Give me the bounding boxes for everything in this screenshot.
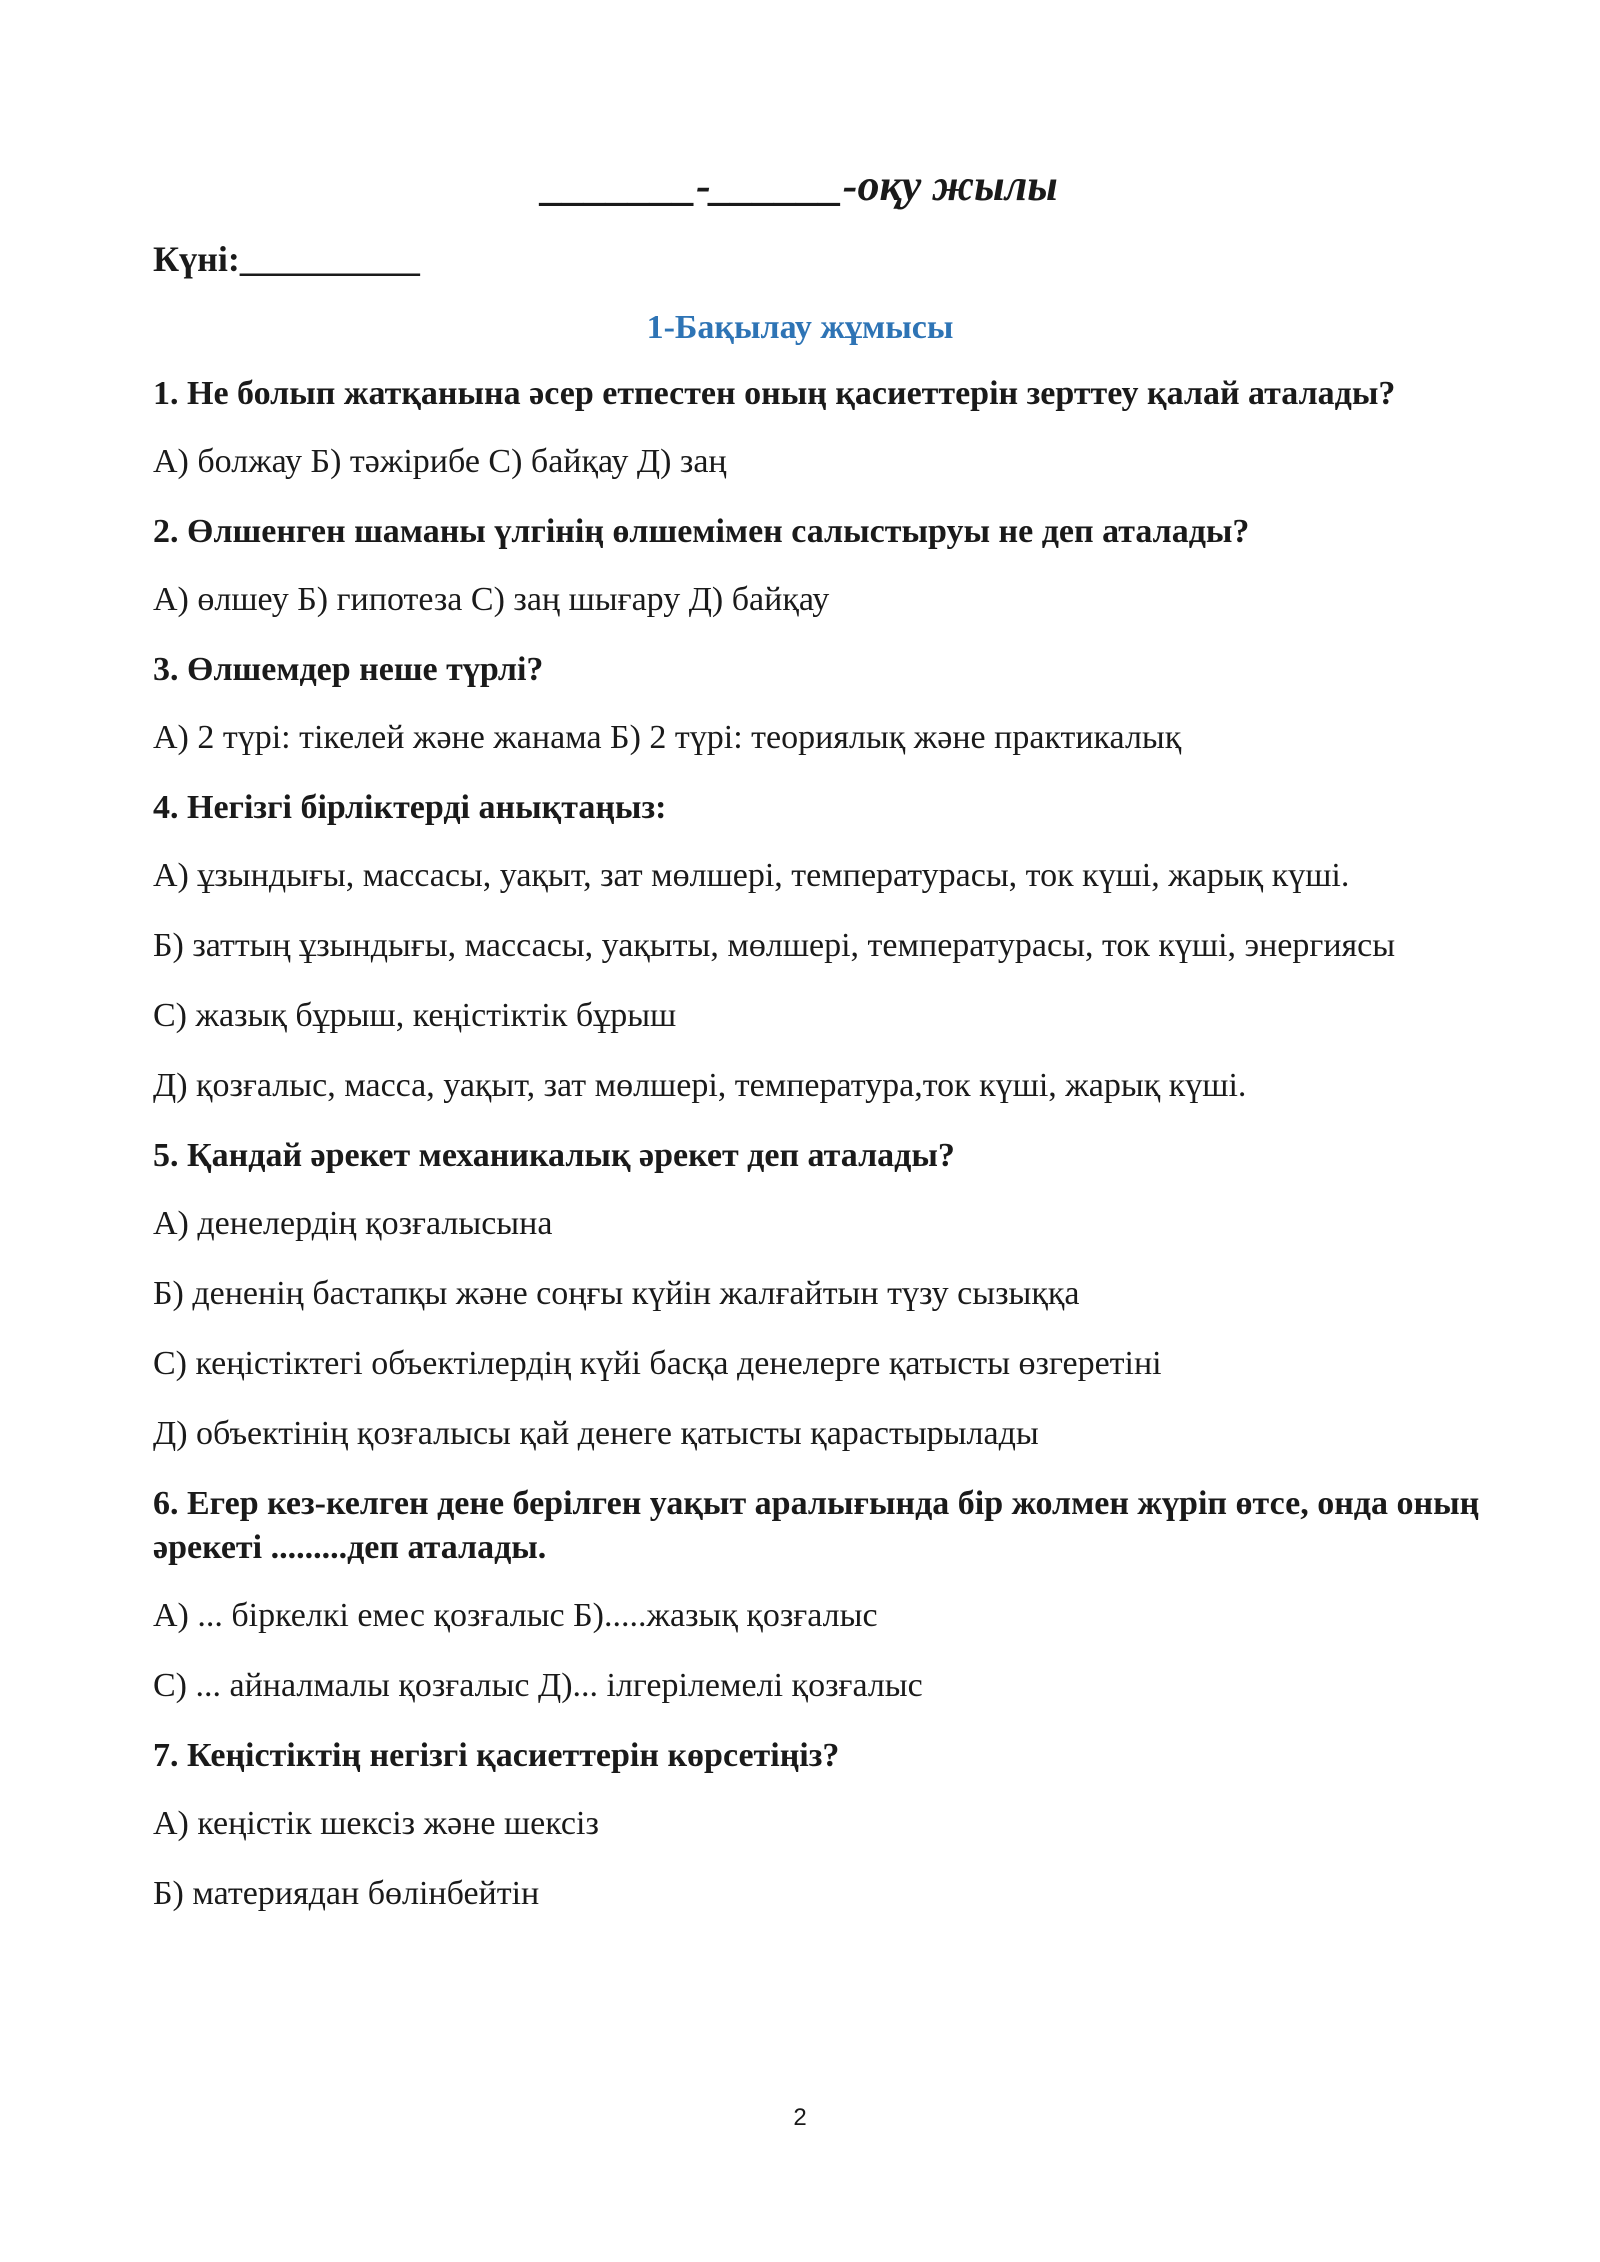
answer-options: А) өлшеу Б) гипотеза С) заң шығару Д) байқау <box>153 581 830 618</box>
answer-option: А) кеңістік шексіз және шексіз <box>153 1805 599 1842</box>
question-text: 5. Қандай әрекет механикалық әрекет деп аталады? <box>153 1137 955 1174</box>
answer-option: С) кеңістіктегі объектілердің күйі басқа денелерге қатысты өзгеретіні <box>153 1345 1162 1382</box>
question-text: 7. Кеңістіктің негізгі қасиеттерін көрсетіңіз? <box>153 1737 840 1774</box>
answer-options: С) ... айналмалы қозғалыс Д)... ілгерілемелі қозғалыс <box>153 1667 923 1704</box>
academic-year-title: _______-______-оқу жылы <box>542 161 1058 210</box>
question-text: 2. Өлшенген шаманы үлгінің өлшемімен салыстыруы не деп аталады? <box>153 513 1250 550</box>
work-heading: 1-Бақылау жұмысы <box>646 309 954 346</box>
answer-options: А) 2 түрі: тікелей және жанама Б) 2 түрі: теориялық және практикалық <box>153 719 1182 756</box>
answer-option: Б) материядан бөлінбейтін <box>153 1875 540 1912</box>
question-text: 3. Өлшемдер неше түрлі? <box>153 651 544 688</box>
question-text: 4. Негізгі бірліктерді анықтаңыз: <box>153 789 667 826</box>
answer-option: С) жазық бұрыш, кеңістіктік бұрыш <box>153 997 677 1034</box>
answer-option: Д) қозғалыс, масса, уақыт, зат мөлшері, температура,ток күші, жарық күші. <box>153 1067 1247 1104</box>
answer-option: Б) заттың ұзындығы, массасы, уақыты, мөлшері, температурасы, ток күші, энергиясы <box>153 927 1396 964</box>
answer-options: А) болжау Б) тәжірибе С) байқау Д) заң <box>153 443 727 480</box>
question-text: 1. Не болып жатқанына әсер етпестен оның қасиеттерін зерттеу қалай аталады? <box>153 375 1396 412</box>
answer-option: Б) дененің бастапқы және соңғы күйін жалғайтын түзу сызыққа <box>153 1275 1080 1312</box>
test-content <box>153 372 1533 1942</box>
question-text: 6. Егер кез-келген дене берілген уақыт аралығында бір жолмен жүріп өтсе, онда оның әрекеті .........деп аталады. <box>153 1485 1480 1566</box>
answer-options: А) ... біркелкі емес қозғалыс Б).....жазық қозғалыс <box>153 1597 878 1634</box>
answer-option: А) денелердің қозғалысына <box>153 1205 553 1242</box>
answer-option: Д) объектінің қозғалысы қай денеге қатысты қарастырылады <box>153 1415 1039 1452</box>
answer-option: А) ұзындығы, массасы, уақыт, зат мөлшері, температурасы, ток күші, жарық күші. <box>153 857 1350 894</box>
page-number: 2 <box>793 2104 807 2131</box>
date-field: Күні:__________ <box>153 239 420 279</box>
